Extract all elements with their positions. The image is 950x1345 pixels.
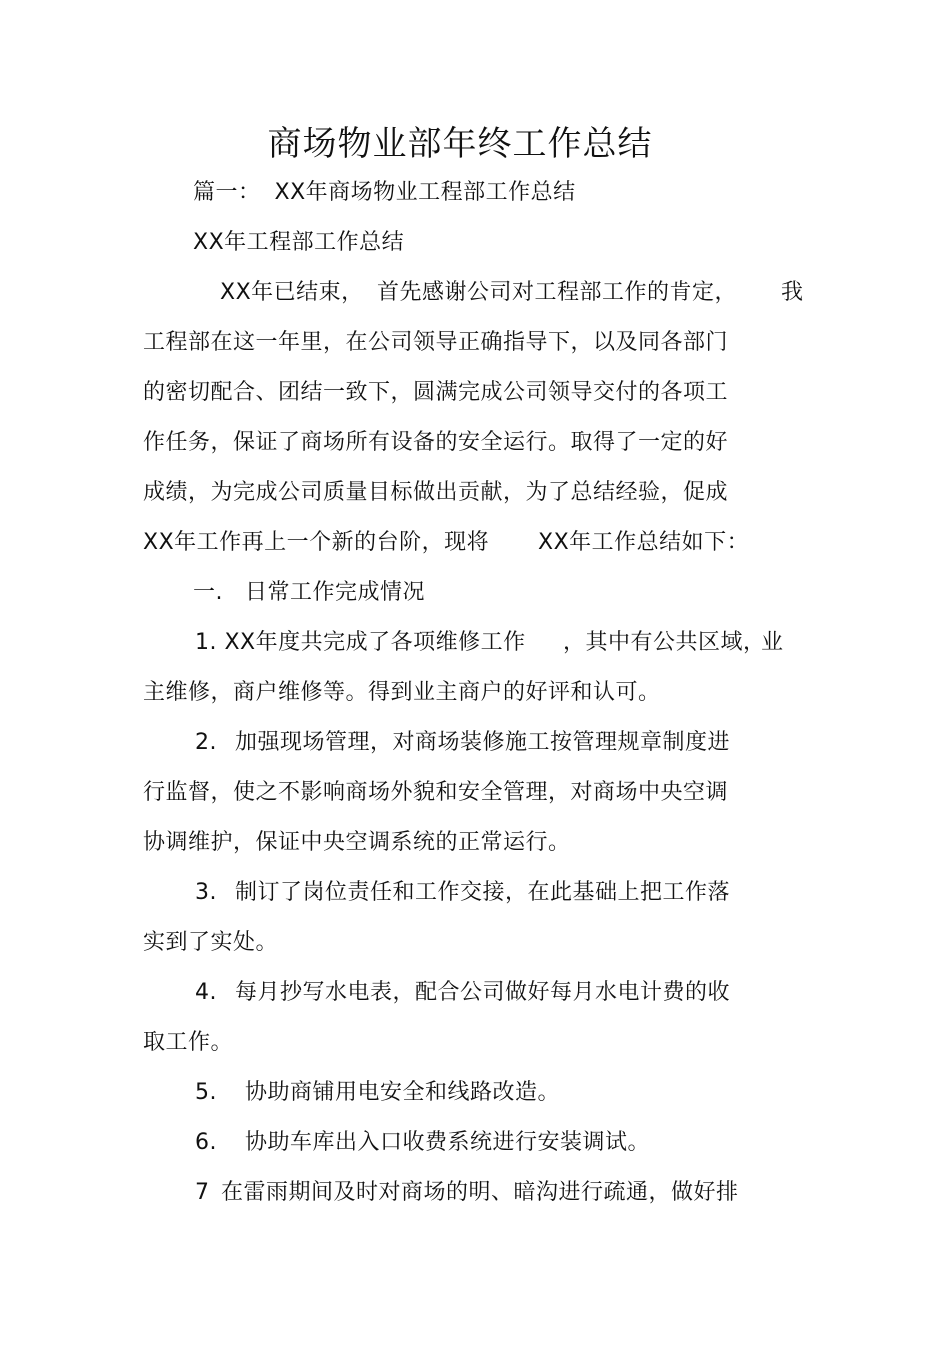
article-heading [193, 178, 576, 208]
item-2-line-1: 加强现场管理，对商场装修施工按管理规章制度进 [235, 730, 731, 755]
intro-line-1a: XX年已结束， [220, 280, 364, 305]
item-4-line-1: 每月抄写水电表，配合公司做好每月水电计费的收 [235, 980, 731, 1005]
document-subtitle: XX年工程部工作总结 [193, 230, 405, 255]
intro-line-2: 工程部在这一年里，在公司领导正确指导下，以及同各部门 [143, 330, 729, 355]
item-7-number: 7 [195, 1180, 210, 1205]
item-6-line-1: 协助车库出入口收费系统进行安装调试。 [245, 1130, 651, 1155]
intro-line-1c: 我 [781, 280, 804, 305]
item-3-number: 3. [195, 880, 217, 905]
document-title: 商场物业部年终工作总结 [267, 124, 653, 164]
article-label: 篇一： [193, 180, 261, 205]
item-1-line-2: 主维修，商户维修等。得到业主商户的好评和认可。 [143, 680, 661, 705]
item-7-line-1: 在雷雨期间及时对商场的明、暗沟进行疏通，做好排 [221, 1180, 739, 1205]
item-2-line-2: 行监督，使之不影响商场外貌和安全管理，对商场中央空调 [143, 780, 729, 805]
item-4-number: 4. [195, 980, 217, 1005]
item-1-line-1c: 业 [761, 630, 784, 655]
intro-line-6a: XX年工作再上一个新的台阶，现将 [143, 530, 490, 555]
item-2-number: 2. [195, 730, 217, 755]
item-1-line-1a: 1. XX年度共完成了各项维修工作 [195, 630, 526, 655]
intro-line-6b: XX年工作总结如下： [538, 530, 750, 555]
intro-line-3: 的密切配合、团结一致下，圆满完成公司领导交付的各项工 [143, 380, 729, 405]
item-5-line-1: 协助商铺用电安全和线路改造。 [245, 1080, 561, 1105]
intro-line-5: 成绩，为完成公司质量目标做出贡献，为了总结经验，促成 [143, 480, 729, 505]
section-1-number: 一. [193, 580, 223, 605]
article-title: XX年商场物业工程部工作总结 [274, 180, 576, 205]
item-6-number: 6. [195, 1130, 217, 1155]
item-2-line-3: 协调维护，保证中央空调系统的正常运行。 [143, 830, 571, 855]
item-3-line-1: 制订了岗位责任和工作交接，在此基础上把工作落 [235, 880, 731, 905]
section-1-heading: 日常工作完成情况 [245, 580, 426, 605]
item-1-line-1b: ，其中有公共区域， [563, 630, 766, 655]
intro-line-4: 作任务，保证了商场所有设备的安全运行。取得了一定的好 [143, 430, 729, 455]
item-3-line-2: 实到了实处。 [143, 930, 279, 955]
item-4-line-2: 取工作。 [143, 1030, 234, 1055]
item-5-number: 5. [195, 1080, 217, 1105]
intro-line-1b: 首先感谢公司对工程部工作的肯定， [377, 280, 738, 305]
